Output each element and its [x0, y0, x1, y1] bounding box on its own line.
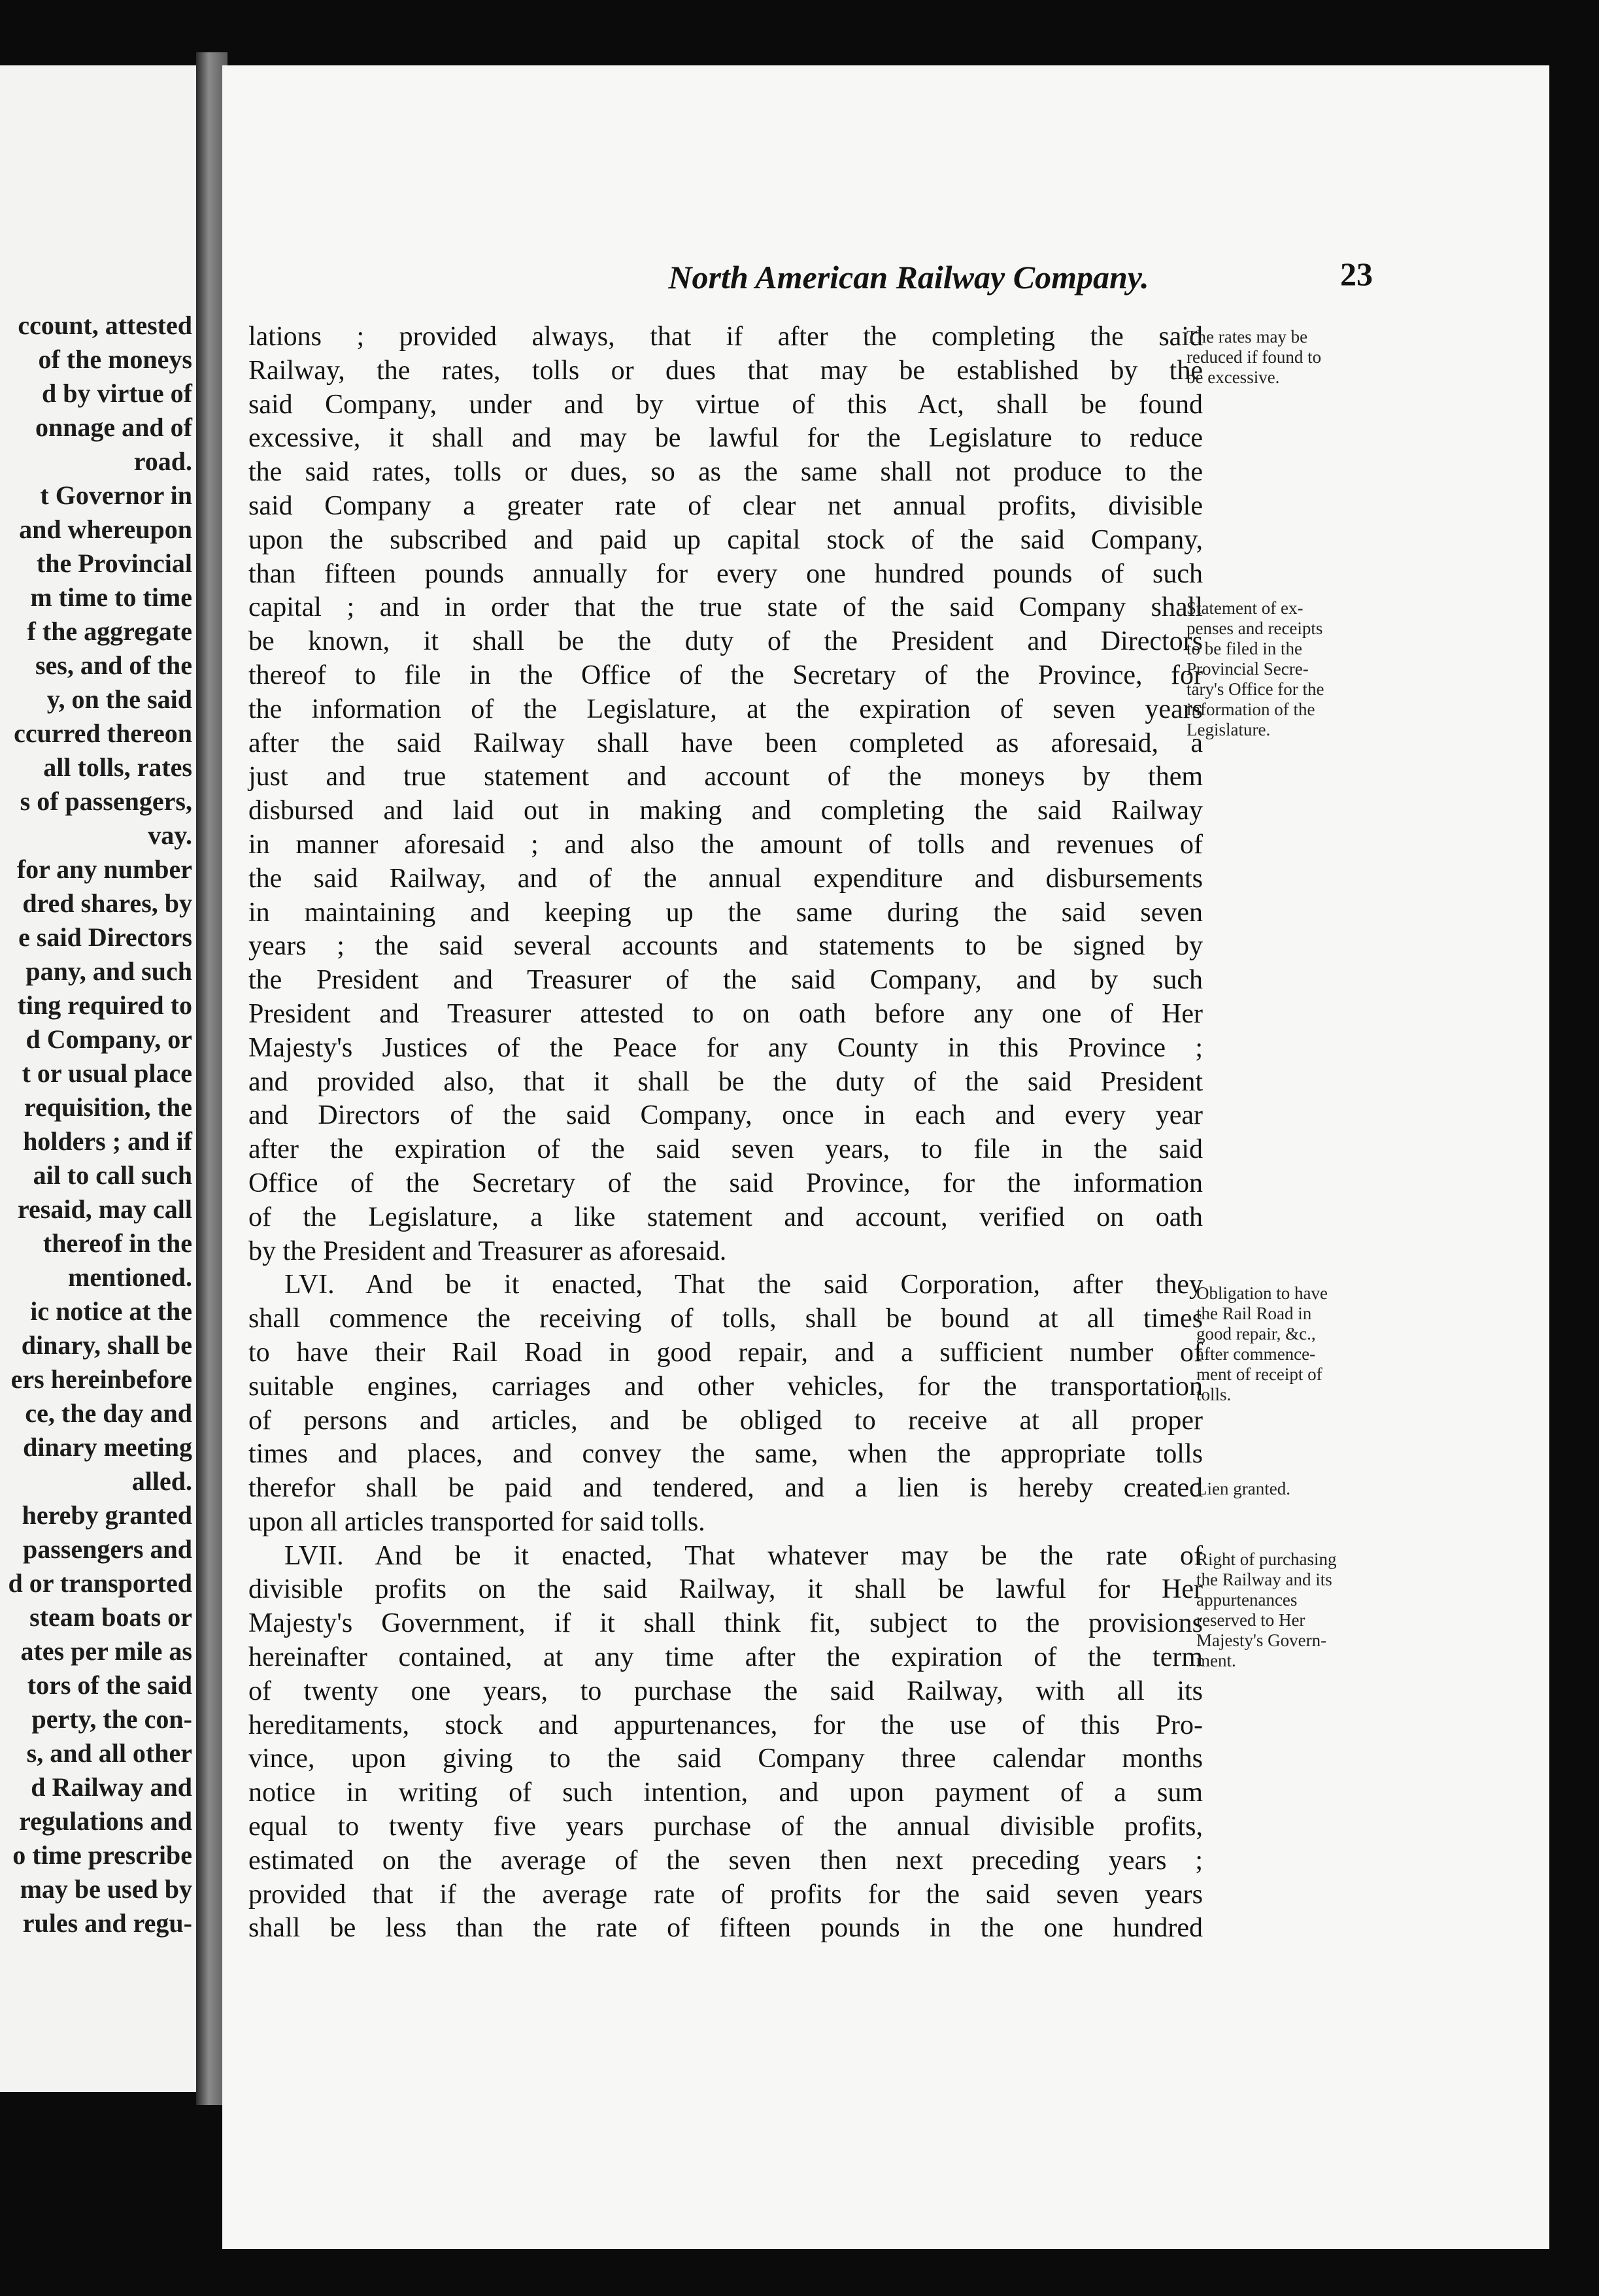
- marginal-note-line: to be filed in the: [1187, 639, 1302, 658]
- marginal-note-rates: [1187, 327, 1321, 388]
- running-head: North American Railway Company.: [668, 259, 1149, 295]
- left-page-fragment: vay.: [148, 820, 192, 850]
- body-line: provided that if the average rate of profits for the said seven years: [248, 1879, 1203, 1910]
- left-page-fragment: rules and regu-: [22, 1908, 192, 1938]
- body-line: upon the subscribed and paid up capital stock of the said Company,: [248, 524, 1203, 555]
- left-page-fragment: all tolls, rates: [43, 752, 192, 782]
- body-line: LVII. And be it enacted, That whatever may be the rate of: [284, 1540, 1203, 1571]
- marginal-note-statement: [1187, 598, 1324, 740]
- marginal-note-repair: [1196, 1283, 1328, 1405]
- body-line: the said Railway, and of the annual expenditure and disbursements: [248, 863, 1203, 894]
- marginal-note-line: good repair, &c.,: [1196, 1324, 1316, 1343]
- left-page-fragment: o time prescribe: [12, 1840, 192, 1870]
- body-line: in manner aforesaid ; and also the amount of tolls and revenues of: [248, 829, 1203, 860]
- body-line: disbursed and laid out in making and completing the said Railway: [248, 796, 1203, 826]
- marginal-note-line: the Railway and its: [1196, 1570, 1332, 1589]
- body-line: lations ; provided always, that if after the completing the said: [248, 322, 1203, 352]
- body-line: suitable engines, carriages and other vehicles, for the transportation: [248, 1371, 1203, 1402]
- marginal-note-line: Provincial Secre-: [1187, 659, 1309, 679]
- left-page-fragment: dred shares, by: [22, 888, 192, 918]
- left-page-fragment: mentioned.: [68, 1262, 192, 1292]
- body-line: and Directors of the said Company, once in each and every year: [248, 1100, 1203, 1131]
- marginal-note-line: Right of purchasing: [1196, 1549, 1337, 1569]
- body-line: capital ; and in order that the true state of the said Company shall: [248, 592, 1203, 623]
- body-line: just and true statement and account of the moneys by them: [248, 762, 1203, 792]
- body-line: in maintaining and keeping up the same during the said seven: [248, 897, 1203, 928]
- left-page-fragment: the Provincial: [36, 549, 192, 578]
- body-line: excessive, it shall and may be lawful for the Legislature to reduce: [248, 423, 1203, 454]
- body-line: of twenty one years, to purchase the said Railway, with all its: [248, 1676, 1203, 1706]
- left-page-fragment: m time to time: [30, 582, 192, 612]
- left-page-fragment: s, and all other: [26, 1738, 192, 1768]
- left-page-fragment: ccount, attested: [18, 311, 192, 340]
- right-page: [222, 65, 1549, 2249]
- marginal-note-line: appurtenances: [1196, 1590, 1298, 1610]
- left-page-fragment: ce, the day and: [25, 1398, 192, 1428]
- body-line: vince, upon giving to the said Company three calendar months: [248, 1744, 1203, 1774]
- body-line: the said rates, tolls or dues, so as the same shall not produce to the: [248, 457, 1203, 488]
- left-page-fragment: s of passengers,: [20, 786, 192, 816]
- left-page-fragment: and whereupon: [19, 515, 192, 544]
- left-page-fragment: holders ; and if: [23, 1126, 192, 1156]
- body-line: times and places, and convey the same, when the appropriate tolls: [248, 1439, 1203, 1470]
- body-line: notice in writing of such intention, and upon payment of a sum: [248, 1778, 1203, 1808]
- body-line: thereof to file in the Office of the Secretary of the Province, for: [248, 660, 1203, 690]
- marginal-note-line: the Rail Road in: [1196, 1304, 1312, 1323]
- left-page-fragment: requisition, the: [24, 1092, 192, 1122]
- left-page-fragment: ates per mile as: [20, 1636, 192, 1666]
- marginal-note-line: tolls.: [1196, 1385, 1232, 1404]
- body-line: be known, it shall be the duty of the President and Directors: [248, 626, 1203, 657]
- body-line: equal to twenty five years purchase of the annual divisible profits,: [248, 1812, 1203, 1842]
- left-page-fragment: perty, the con-: [31, 1704, 192, 1734]
- body-line: hereinafter contained, at any time after the expiration of the term: [248, 1642, 1203, 1673]
- left-page-fragment: t Governor in: [40, 481, 192, 510]
- left-page-fragment: d Railway and: [31, 1772, 192, 1802]
- marginal-note-lien: [1196, 1479, 1290, 1499]
- left-page-fragment: ail to call such: [33, 1160, 192, 1190]
- body-line: divisible profits on the said Railway, it shall be lawful for Her: [248, 1574, 1203, 1605]
- left-page-fragment: may be used by: [20, 1874, 192, 1904]
- marginal-note-line: Majesty's Govern-: [1196, 1630, 1327, 1650]
- left-page-fragment: ses, and of the: [35, 650, 192, 680]
- body-line: therefor shall be paid and tendered, and a lien is hereby created: [248, 1473, 1203, 1504]
- left-page-fragment: y, on the said: [46, 684, 192, 714]
- left-page-fragment: alled.: [131, 1466, 192, 1496]
- page-number: 23: [1340, 256, 1373, 292]
- body-line: shall commence the receiving of tolls, shall be bound at all times: [248, 1304, 1203, 1334]
- body-line: by the President and Treasurer as aforesaid.: [248, 1236, 727, 1266]
- body-line: than fifteen pounds annually for every one hundred pounds of such: [248, 558, 1203, 589]
- body-line: hereditaments, stock and appurtenances, for the use of this Pro-: [248, 1710, 1203, 1740]
- marginal-note-line: information of the: [1187, 700, 1315, 719]
- left-page-fragment: road.: [133, 447, 192, 476]
- left-page-fragment: e said Directors: [18, 922, 192, 952]
- marginal-note-purchase: [1196, 1549, 1336, 1671]
- marginal-note-line: ment.: [1196, 1651, 1236, 1670]
- body-line: after the expiration of the said seven years, to file in the said: [248, 1134, 1203, 1165]
- left-page-fragment: t or usual place: [22, 1058, 192, 1088]
- body-line: and provided also, that it shall be the duty of the said President: [248, 1066, 1203, 1097]
- body-line: to have their Rail Road in good repair, and a sufficient number of: [248, 1337, 1203, 1368]
- body-line: Railway, the rates, tolls or dues that may be established by the: [248, 355, 1203, 386]
- left-page-fragment: d by virtue of: [42, 379, 192, 408]
- body-line: upon all articles transported for said tolls.: [248, 1506, 705, 1537]
- body-line: Office of the Secretary of the said Province, for the information: [248, 1168, 1203, 1198]
- body-line: of the Legislature, a like statement and account, verified on oath: [248, 1202, 1203, 1232]
- left-page-fragment: ic notice at the: [30, 1296, 192, 1326]
- body-line: the President and Treasurer of the said Company, and by such: [248, 965, 1203, 996]
- marginal-note-line: penses and receipts: [1187, 618, 1323, 638]
- left-page-fragment: d or transported: [8, 1568, 192, 1598]
- body-line: Majesty's Justices of the Peace for any County in this Province ;: [248, 1032, 1203, 1063]
- left-page-fragment: pany, and such: [25, 956, 192, 986]
- body-line: said Company, under and by virtue of this Act, shall be found: [248, 389, 1203, 420]
- marginal-note-line: The rates may be: [1187, 327, 1308, 346]
- marginal-note-line: Lien granted.: [1196, 1479, 1290, 1498]
- left-page-fragment: d Company, or: [25, 1024, 192, 1054]
- left-page-fragment: dinary meeting: [23, 1432, 192, 1462]
- body-line: said Company a greater rate of clear net annual profits, divisible: [248, 490, 1203, 521]
- left-page-fragment: ting required to: [17, 990, 192, 1020]
- body-line: President and Treasurer attested to on oath before any one of Her: [248, 998, 1203, 1029]
- left-page-fragment: passengers and: [23, 1534, 192, 1564]
- marginal-note-line: reduced if found to: [1187, 347, 1322, 367]
- left-page-fragment: dinary, shall be: [21, 1330, 192, 1360]
- marginal-note-line: ment of receipt of: [1196, 1364, 1322, 1384]
- body-line: Majesty's Government, if it shall think fit, subject to the provisions: [248, 1608, 1203, 1639]
- marginal-note-line: reserved to Her: [1196, 1610, 1305, 1630]
- body-line: after the said Railway shall have been completed as aforesaid, a: [248, 728, 1203, 758]
- body-line: of persons and articles, and be obliged to receive at all proper: [248, 1405, 1203, 1436]
- left-page-fragment: thereof in the: [42, 1228, 192, 1258]
- left-page-fragment: regulations and: [19, 1806, 192, 1836]
- marginal-note-line: Legislature.: [1187, 720, 1271, 739]
- left-page-fragment: ccurred thereon: [14, 718, 192, 748]
- body-line: the information of the Legislature, at the expiration of seven years: [248, 694, 1203, 724]
- left-page-fragment: tors of the said: [27, 1670, 192, 1700]
- body-line: shall be less than the rate of fifteen pounds in the one hundred: [248, 1913, 1203, 1944]
- marginal-note-line: Obligation to have: [1196, 1283, 1328, 1303]
- body-line: LVI. And be it enacted, That the said Corporation, after they: [284, 1270, 1203, 1300]
- scan-bottom-edge: [0, 2249, 1599, 2296]
- left-page-fragment: onnage and of: [35, 413, 192, 442]
- body-line: years ; the said several accounts and statements to be signed by: [248, 931, 1203, 962]
- left-page-fragment: of the moneys: [38, 345, 192, 374]
- marginal-note-line: be excessive.: [1187, 367, 1280, 387]
- body-text: [248, 320, 1203, 1946]
- body-line: estimated on the average of the seven then next preceding years ;: [248, 1845, 1203, 1876]
- left-page-fragment: ers hereinbefore: [10, 1364, 192, 1394]
- left-page-fragment: for any number: [16, 854, 192, 884]
- marginal-note-line: after commence-: [1196, 1344, 1316, 1364]
- left-page-fragment: f the aggregate: [27, 616, 192, 646]
- left-page-fragment: resaid, may call: [17, 1194, 192, 1224]
- left-facing-page: [0, 65, 196, 2092]
- marginal-note-line: Statement of ex-: [1187, 598, 1304, 618]
- left-page-fragment: steam boats or: [29, 1602, 192, 1632]
- left-page-fragment: hereby granted: [22, 1500, 192, 1530]
- left-page-text-fragments: [0, 309, 196, 1940]
- marginal-note-line: tary's Office for the: [1187, 679, 1324, 699]
